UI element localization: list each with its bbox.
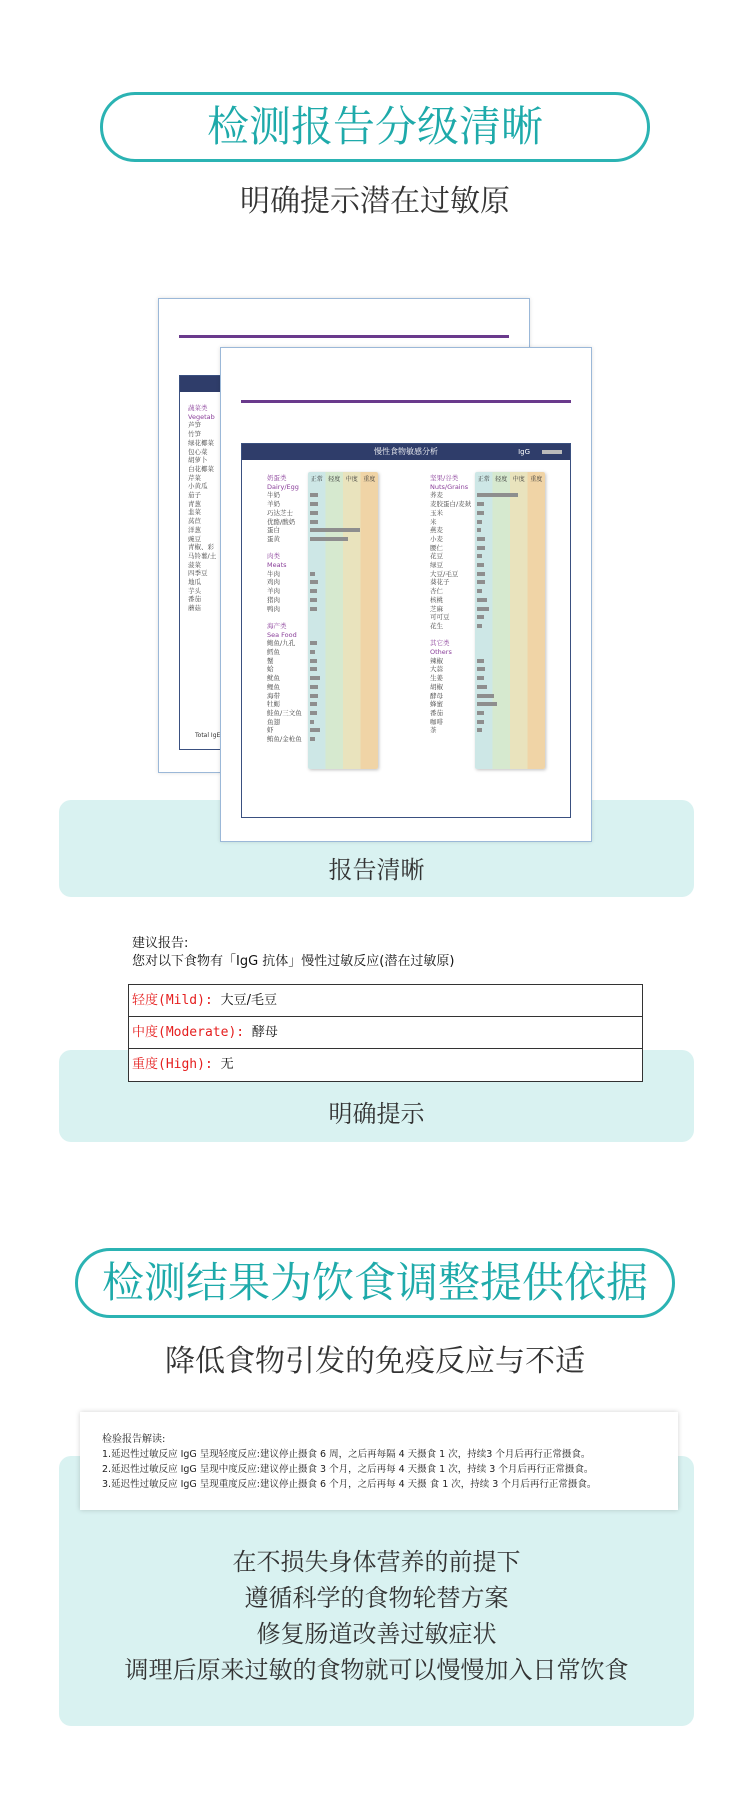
food-item: 优酪/酸奶 [267,517,296,526]
food-item: 番茄 [188,595,201,604]
food-item: 绿花椰菜 [188,438,214,447]
level-bar [477,580,485,584]
level-bar [477,667,485,671]
food-item: 羊肉 [267,587,280,596]
food-item: 酵母 [430,691,443,700]
level-bar [477,520,482,524]
food-item: 咖啡 [430,717,443,726]
food-item: 芝麻 [430,604,443,613]
level-bar [477,493,518,497]
level-bar [310,641,317,645]
food-item: 可可豆 [430,613,450,622]
food-item: 辣椒 [430,656,443,665]
food-item: 番茄 [430,708,443,717]
food-item: 竹笋 [188,430,201,439]
level-bar [310,580,318,584]
level-bar [477,702,497,706]
level-bar [310,737,315,741]
level-bar [477,502,484,506]
level-header: 正常 [310,476,323,483]
interpretation-line: 2.延迟性过敏反应 IgG 呈现中度反应:建议停止摄食 3 个月，之后再每 4 天摄食 1 次，持续 3 个月后再行正常摄食。 [102,1464,594,1475]
level-label: 轻度(Mild): [132,993,213,1008]
igg-label: IgG [518,448,530,456]
interpretation-line: 1.延迟性过敏反应 IgG 呈现轻度反应:建议停止摄食 6 周，之后再每隔 4 天摄食 1 次，持续3 个月后再行正常摄食。 [102,1449,591,1460]
food-item: 荞麦 [430,491,443,500]
level-header: 中度 [512,476,525,483]
level-bar [477,537,485,541]
food-item: 麦胶蛋白/麦麸 [430,500,472,509]
food-item: 莴苣 [188,517,201,526]
closing-line: 修复肠道改善过敏症状 [256,1620,497,1648]
food-item: 蟹 [267,656,274,665]
recommendation-row-mild [129,985,642,1017]
closing-text [59,1544,694,1688]
food-item: 蛋黄 [267,534,280,543]
level-bar [310,528,360,532]
food-item: 海带 [267,691,280,700]
food-item: 玉米 [430,508,443,517]
closing-line: 遵循科学的食物轮替方案 [244,1584,509,1612]
category-title: 坚果/谷类 [430,474,459,482]
level-bar [477,728,482,732]
level-scale-right [475,472,545,769]
level-bar [310,572,315,576]
food-item: 芹菜 [188,473,201,482]
level-bar [477,711,484,715]
food-item: 鱼翅 [267,717,280,726]
food-item: 牛肉 [267,569,280,578]
food-item: 鲍鱼/九孔 [267,639,296,648]
level-header: 重度 [363,476,376,483]
level-bar [477,676,484,680]
food-item: 牡蛎 [267,700,280,709]
food-item: 豌豆 [188,534,201,543]
category-spacer [267,613,302,622]
food-item: 马铃薯/土 [188,551,217,560]
level-header: 正常 [477,476,490,483]
level-value: 酵母 [251,1025,278,1040]
report-clear-caption: 报告清晰 [328,856,425,884]
level-bar [477,659,484,663]
level-bar [477,572,485,576]
recommendation-row-high [129,1049,642,1081]
level-value: 无 [220,1057,234,1072]
food-item: 蛤 [267,665,274,674]
food-item: 大豆/毛豆 [430,569,459,578]
level-bar [477,589,482,593]
food-item: 牛奶 [267,491,280,500]
food-item: 包心菜 [188,447,208,456]
level-bar [310,607,317,611]
category-title-en: Others [430,648,452,657]
food-item: 地瓜 [188,578,201,587]
level-bar [310,598,317,602]
food-item: 燕麦 [430,526,443,535]
igg-legend-bar [542,450,562,454]
section-title-report-grading: 检测报告分级清晰 [100,92,650,162]
food-item: 鲔鱼/金枪鱼 [267,735,302,744]
recommendation-table [128,984,643,1082]
category-title: 其它类 [430,639,450,648]
total-ige-label: Total IgE [195,732,221,739]
category-title: 蔬菜类 [188,404,208,412]
level-bar [310,520,318,524]
left-category-list [267,474,302,744]
food-item: 鲑鱼/三文鱼 [267,708,302,717]
food-item: 鱿鱼 [267,674,280,683]
level-bar [310,659,317,663]
food-item: 四季豆 [188,569,208,578]
food-item: 小黄瓜 [188,482,208,491]
food-item: 杏仁 [430,587,443,596]
level-bar [310,650,315,654]
food-item: 猪肉 [267,595,280,604]
category-title: 奶蛋类 [267,474,287,482]
food-item: 羊奶 [267,500,280,509]
food-item: 芋头 [188,586,201,595]
food-item: 韭菜 [188,508,201,517]
level-bar [310,676,320,680]
food-item: 茶 [430,726,437,735]
clear-hint-caption: 明确提示 [328,1100,425,1128]
food-item: 大蒜 [430,665,443,674]
food-item: 葵花子 [430,578,450,587]
recommendation-label: 建议报告: [132,936,189,951]
section-subtitle-allergen-hint: 明确提示潜在过敏原 [240,184,510,219]
food-item: 蜂蜜 [430,700,443,709]
level-bar [477,554,482,558]
section-subtitle-immune: 降低食物引发的免疫反应与不适 [165,1344,585,1379]
level-bar [310,493,318,497]
level-bar [477,511,484,515]
right-category-list [430,474,471,735]
interpretation-title: 检验报告解读: [102,1434,166,1445]
sheet-rule [179,335,509,338]
level-header: 中度 [345,476,358,483]
food-item: 鳕鱼 [267,648,280,657]
report-frame-front [241,443,571,818]
category-title: 肉类 [267,552,280,561]
food-item: 青椒、彩 [188,543,214,552]
recommendation-row-moderate [129,1017,642,1049]
sheet-rule [241,400,571,403]
category-title-en: Dairy/Egg [267,482,299,491]
level-bar [310,702,317,706]
interpretation-card [80,1412,678,1510]
food-item: 核桃 [430,595,443,604]
level-bar [310,537,348,541]
report-sheet-front [220,347,592,842]
recommendation-heading [132,935,454,971]
food-item: 小麦 [430,534,443,543]
food-item: 菠菜 [188,560,201,569]
food-item: 青葱 [188,499,201,508]
level-bar [477,598,487,602]
category-title-en: Vegetab [188,412,215,421]
level-bar [477,528,481,532]
level-bar [310,711,317,715]
level-bar [310,511,318,515]
level-bar [477,546,485,550]
food-item: 米 [430,517,437,526]
level-header: 重度 [530,476,543,483]
level-bar [477,685,487,689]
level-bar [477,607,489,611]
closing-line: 在不损失身体营养的前提下 [232,1548,521,1576]
food-item: 鸭肉 [267,604,280,613]
level-bar [310,502,318,506]
food-item: 花豆 [430,552,443,561]
food-item: 胡萝卜 [188,456,208,465]
level-header: 轻度 [328,476,341,483]
level-bar [477,720,484,724]
level-bar [477,694,494,698]
category-title: 海产类 [267,621,287,630]
report-header-title: 慢性食物敏感分析 [374,447,438,456]
vegetable-category [188,404,216,613]
report-header [242,444,570,460]
closing-line: 调理后原来过敏的食物就可以慢慢加入日常饮食 [124,1656,629,1684]
food-item: 绿豆 [430,561,443,570]
food-item: 虾 [267,726,274,735]
level-label: 中度(Moderate): [132,1025,245,1040]
level-bar [310,694,318,698]
level-scale-left [308,472,378,769]
level-label: 重度(High): [132,1057,213,1072]
category-title-en: Sea Food [267,630,297,639]
level-bar [310,589,317,593]
recommendation-summary: 您对以下食物有「IgG 抗体」慢性过敏反应(潜在过敏原) [132,954,455,969]
food-item: 巧达芝士 [267,508,293,517]
food-item: 洋葱 [188,525,201,534]
food-item: 茄子 [188,491,201,500]
category-title-en: Nuts/Grains [430,482,469,491]
food-item: 花生 [430,621,443,630]
level-value: 大豆/毛豆 [220,993,278,1008]
food-item: 生姜 [430,674,443,683]
interpretation-line: 3.延迟性过敏反应 IgG 呈现重度反应:建议停止摄食 6 个月，之后再每 4 天摄 食 1 次，持续 3 个月后再行正常摄食。 [102,1479,597,1490]
food-item: 胡椒 [430,682,443,691]
level-bar [310,667,317,671]
food-item: 蛋白 [267,526,280,535]
level-bar [310,728,320,732]
level-bar [477,615,484,619]
food-item: 芦笋 [188,421,201,430]
food-item: 蘑菇 [188,604,201,613]
section-title-diet-basis: 检测结果为饮食调整提供依据 [75,1248,675,1318]
level-bar [477,563,484,567]
level-bar [477,624,482,628]
food-item: 鲤鱼 [267,682,280,691]
food-item: 腰仁 [430,543,443,552]
level-header: 轻度 [495,476,508,483]
food-item: 鸡肉 [267,578,280,587]
level-bar [310,685,318,689]
level-bar [310,720,314,724]
food-item: 白花椰菜 [188,464,214,473]
category-title-en: Meats [267,561,287,570]
